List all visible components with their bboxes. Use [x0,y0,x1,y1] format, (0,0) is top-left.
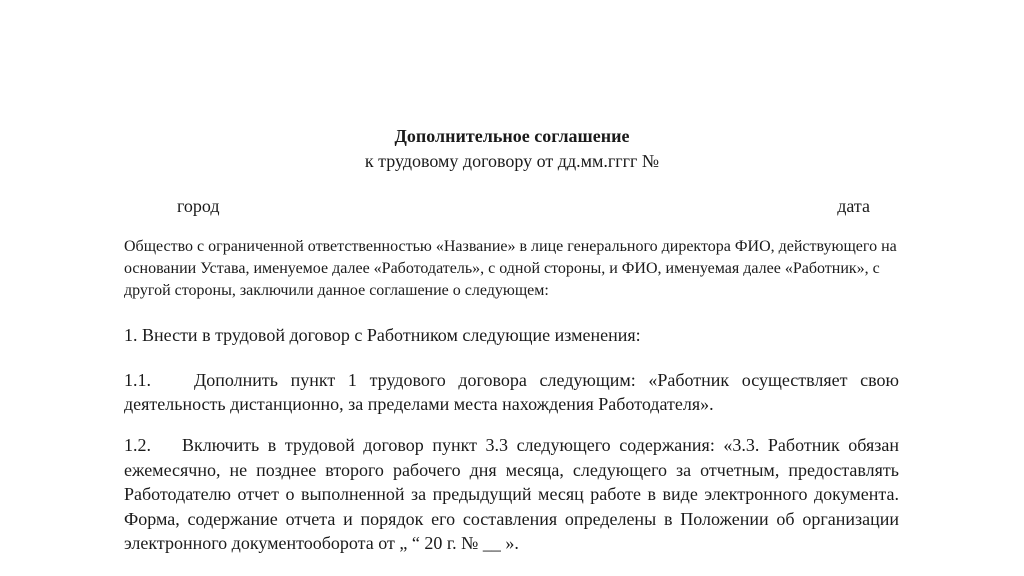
clause-1-1 [124,368,899,416]
date-label: дата [837,196,870,216]
document-title: Дополнительное соглашение [394,126,630,146]
clause-1-2 [124,433,899,556]
clause-1-2-text: Включить в трудовой договор пункт 3.3 следующего содержания: «3.3. Работник обязан ежемесячно, не позднее второго рабочего дня месяца, следующего за отчетным, предоставлять Работодателю отчет о выполненной за предыдущий месяц работе в виде электронного документа. Форма, содержание отчета и порядок его составления определены в Положении об организации электронного документооборота от „ “ 20 г. № __ ». [124,435,899,553]
clause-1-1-number: 1.1. [124,370,151,390]
clause-1-2-number: 1.2. [124,435,151,455]
document-subtitle: к трудовому договору от дд.мм.гггг № [364,151,660,171]
clause-1-1-text: Дополнить пункт 1 трудового договора следующим: «Работник осуществляет свою деятельность дистанционно, за пределами места нахождения Работодателя». [124,370,899,414]
clause-1: 1. Внести в трудовой договор с Работником следующие изменения: [124,325,641,345]
preamble-paragraph: Общество с ограниченной ответственностью «Название» в лице генерального директора ФИО, действующего на основании Устава, именуемое далее «Работодатель», с одной стороны, и ФИО, именуемая далее «Работник», с другой стороны, заключили данное соглашение о следующем: [124,238,897,299]
city-label: город [177,196,220,216]
